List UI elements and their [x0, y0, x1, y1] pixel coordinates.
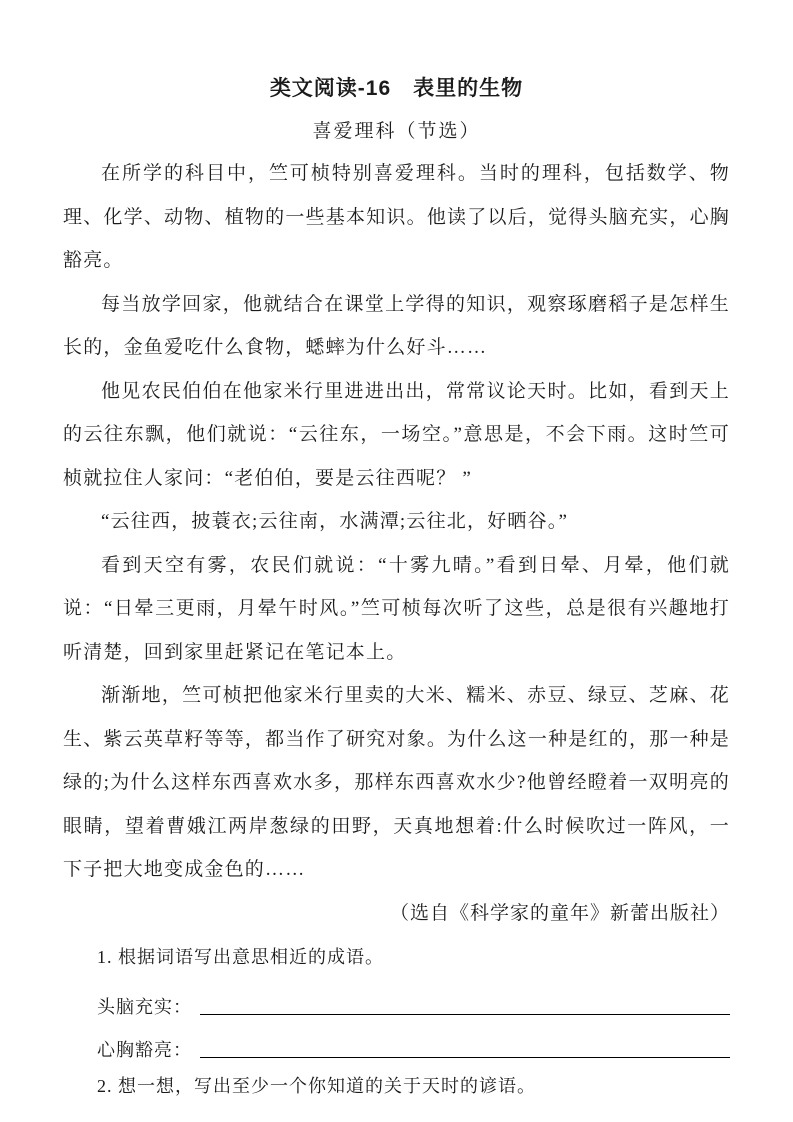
- fill-blank-row-2: [63, 1022, 730, 1065]
- blank-1-answer-line: [200, 1013, 730, 1015]
- question-1: 1. 根据词语写出意思相近的成语。: [97, 947, 384, 967]
- passage-subtitle: 喜爱理科（节选）: [312, 121, 481, 142]
- questions-section: [63, 936, 730, 1108]
- question-2: 2. 想一想，写出至少一个你知道的关于天时的谚语。: [97, 1076, 536, 1096]
- passage-paragraph-6: 渐渐地，竺可桢把他家米行里卖的大米、糯米、赤豆、绿豆、芝麻、花生、紫云英草籽等等，都当作了研究对象。为什么这一种是红的，那一种是绿的;为什么这样东西喜欢水多，那样东西喜欢水少?他曾经瞪着一双明亮的眼睛，望着曹娥江两岸葱绿的田野，天真地想着:什么时候吹过一阵风，一下子把大地变成金色的……: [63, 685, 730, 880]
- passage-paragraph-3: 他见农民伯伯在他家米行里进进出出，常常议论天时。比如，看到天上的云往东飘，他们就说：“云往东，一场空。”意思是，不会下雨。这时竺可桢就拉住人家问：“老伯伯，要是云往西呢？ ”: [63, 380, 730, 489]
- passage-paragraph-1: 在所学的科目中，竺可桢特别喜爱理科。当时的理科，包括数学、物理、化学、动物、植物的一些基本知识。他读了以后，觉得头脑充实，心胸豁亮。: [63, 163, 730, 271]
- blank-2-answer-line: [200, 1056, 730, 1058]
- fill-blank-row-1: [63, 979, 730, 1022]
- blank-2-label: 心胸豁亮：: [97, 1040, 192, 1060]
- passage-paragraph-5: 看到天空有雾，农民们就说：“十雾九晴。”看到日晕、月晕，他们就说：“日晕三更雨，月晕午时风。”竺可桢每次听了这些，总是很有兴趣地打听清楚，回到家里赶紧记在笔记本上。: [63, 554, 730, 663]
- blank-1-label: 头脑充实：: [97, 997, 192, 1017]
- passage-paragraph-2: 每当放学回家，他就结合在课堂上学得的知识，观察琢磨稻子是怎样生长的，金鱼爱吃什么食物，蟋蟀为什么好斗……: [63, 293, 730, 358]
- passage-paragraph-4: “云往西，披蓑衣;云往南，水满潭;云往北，好晒谷。”: [101, 511, 569, 532]
- passage-body: [63, 152, 730, 935]
- passage-attribution: （选自《科学家的童年》新蕾出版社）: [389, 902, 730, 924]
- page-title: 类文阅读-16 表里的生物: [269, 77, 524, 100]
